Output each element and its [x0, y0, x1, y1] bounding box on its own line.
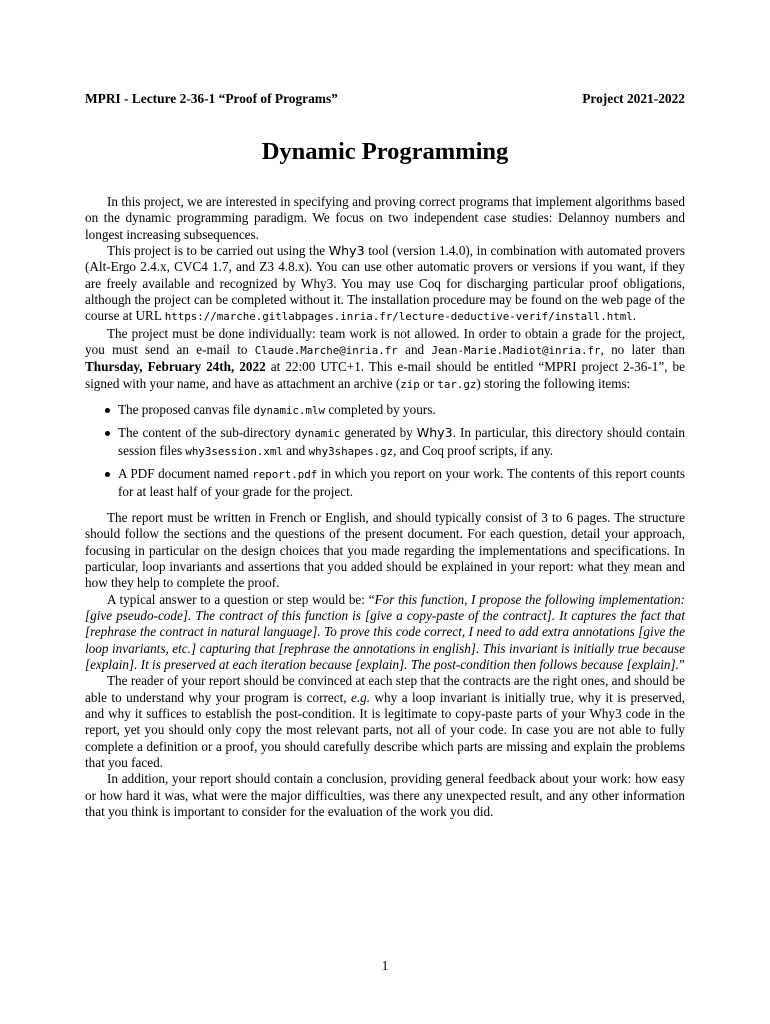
deliverables-list — [85, 402, 685, 500]
submission-paragraph: The project must be done individually: team work is not allowed. In order to obtain a grade for the project, you must send an e-mail to Claude.Marche@inria.fr and Jean-Marie.Madiot@inria.fr, no later than Thursday, February 24th, 2022 at 22:00 UTC+1. This e-mail should be entitled “MPRI project 2-36-1”, be signed with your name, and have as attachment an archive (zip or tar.gz) storing the following items: — [85, 325, 685, 391]
document-title: Dynamic Programming — [261, 138, 509, 165]
document-body — [85, 194, 685, 820]
deadline: Thursday, February 24th, 2022 — [85, 359, 266, 375]
example-quote: For this function, I propose the following implementation: [give pseudo-code]. The contract of this function is [give a copy-paste of the contract]. It captures the fact that [rephrase the contract in natural language]. To prove this code correct, I need to add extra annotations [give the loop invariants, etc.] capturing that [rephrase the annotations in english]. This invariant is initially true because [explain]. It is preserved at each iteration because [explain]. The post-condition then follows because [explain]. — [85, 591, 685, 672]
report-paragraph: The report must be written in French or English, and should typically consist of 3 to 6 pages. The structure should follow the sections and the questions of the present document. For each question, detail your approach, focusing in particular on the design choices that you made regarding the implementations and specifications. In particular, loop invariants and assertions that you added should be explained in your report: what they mean and how they help to complete the proof. — [85, 509, 685, 591]
page-number: 1 — [381, 958, 389, 973]
reader-paragraph: The reader of your report should be convinced at each step that the contracts are the right ones, and should be able to understand why your program is correct, e.g. why a loop invariant is initially true, why it is preserved, and why it suffices to establish the post-condition. It is legitimate to copy-paste parts of your Why3 code in the report, yet you should only copy the most relevant parts, not all of your code. In case you are not able to fully complete a definition or a proof, you should carefully describe which parts are missing and explain the problems that you faced. — [85, 673, 685, 770]
why3-name: Why3 — [328, 243, 365, 259]
bullet-icon — [105, 472, 110, 477]
email-marche[interactable]: Claude.Marche@inria.fr — [254, 344, 398, 358]
course-title: MPRI - Lecture 2-36-1 “Proof of Programs” — [85, 91, 338, 106]
list-item: The proposed canvas file dynamic.mlw completed by yours. — [85, 402, 685, 419]
page-header — [85, 91, 685, 107]
tool-paragraph: This project is to be carried out using the Why3 tool (version 1.4.0), in combination with automated provers (Alt-Ergo 2.4.x, CVC4 1.7, and Z3 4.8.x). You can use other automatic provers or versions if you want, if they are freely available and recognized by Why3. You may use Coq for discharging particular proof obligations, although the project can be completed without it. The installation procedure may be found on the web page of the course at URL https://marche.gitlabpages.inria.fr/lecture-deductive-verif/install.html. — [85, 243, 685, 324]
project-year: Project 2021-2022 — [582, 91, 685, 106]
bullet-icon — [105, 408, 110, 413]
conclusion-paragraph: In addition, your report should contain a conclusion, providing general feedback about your work: how easy or how hard it was, what were the major difficulties, was there any unexpected result, and any other information that you think is important to consider for the evaluation of the work you did. — [85, 771, 685, 820]
list-item: A PDF document named report.pdf in which you report on your work. The contents of this report counts for at least half of your grade for the project. — [85, 466, 685, 500]
list-item: The content of the sub-directory dynamic generated by Why3. In particular, this directory should contain session files why3session.xml and why3shapes.gz, and Coq proof scripts, if any. — [85, 425, 685, 460]
email-madiot[interactable]: Jean-Marie.Madiot@inria.fr — [431, 344, 601, 358]
install-url[interactable]: https://marche.gitlabpages.inria.fr/lecture-deductive-verif/install.html — [164, 310, 633, 324]
example-answer-paragraph: A typical answer to a question or step would be: “For this function, I propose the following implementation: [give pseudo-code]. The contract of this function is [give a copy-paste of the contract]. It captures the fact that [rephrase the contract in natural language]. To prove this code correct, I need to add extra annotations [give the loop invariants, etc.] capturing that [rephrase the annotations in english]. This invariant is initially true because [explain]. It is preserved at each iteration because [explain]. The post-condition then follows because [explain].” — [85, 591, 685, 672]
bullet-icon — [105, 431, 110, 436]
intro-paragraph: In this project, we are interested in specifying and proving correct programs that implement algorithms based on the dynamic programming paradigm. We focus on two independent case studies: Delannoy numbers and longest increasing subsequences. — [85, 194, 685, 242]
